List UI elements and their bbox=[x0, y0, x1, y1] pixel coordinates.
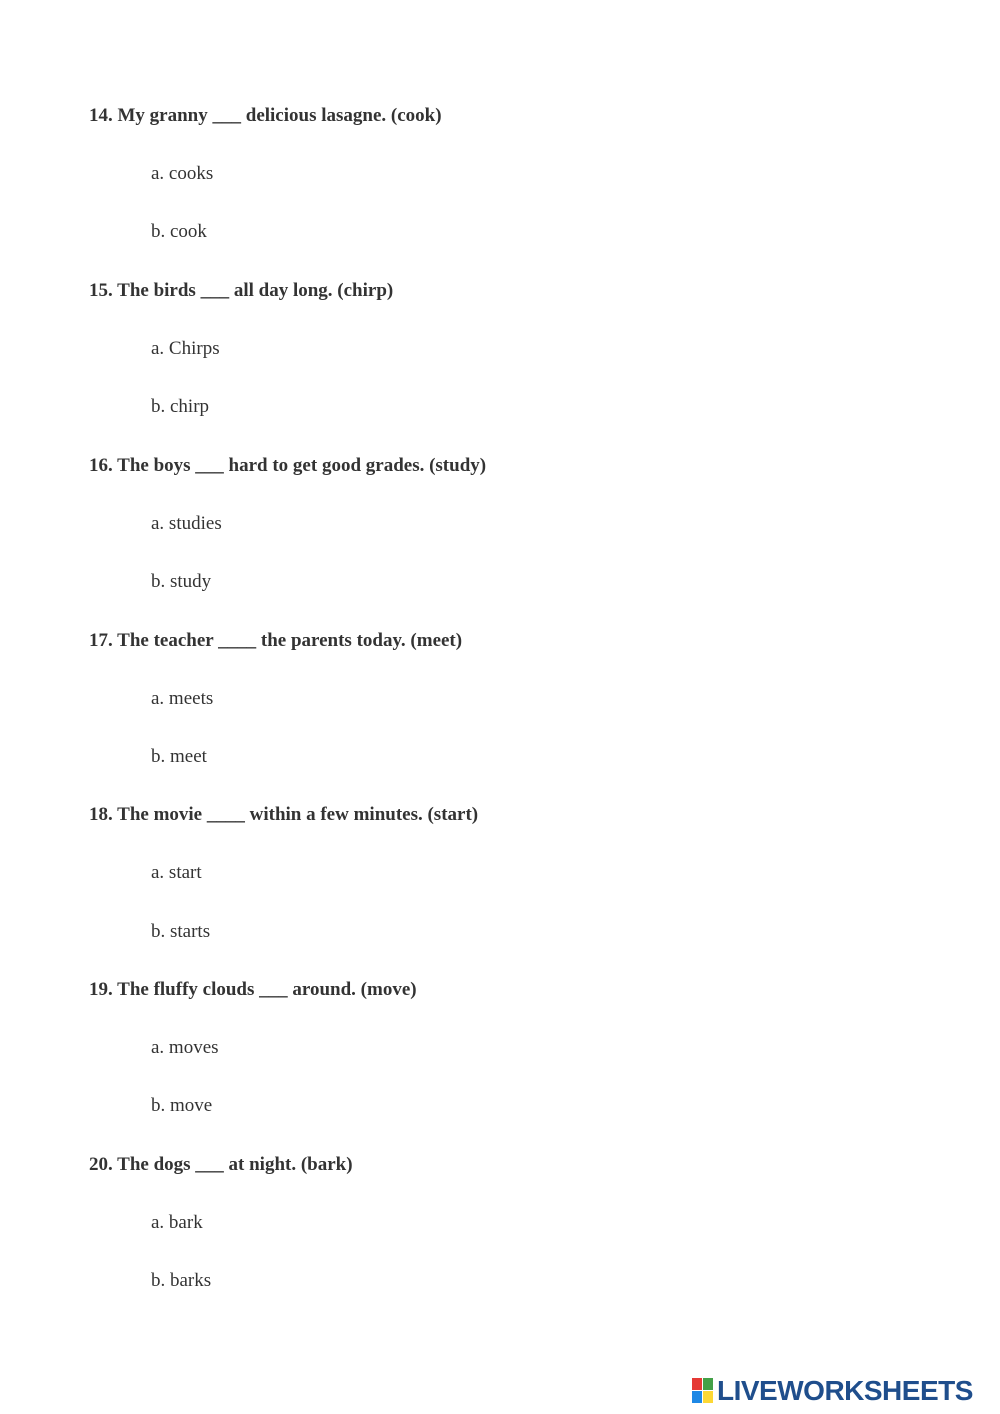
question-16: 16. The boys ___ hard to get good grades. (study) bbox=[89, 455, 487, 476]
question-17-option-b[interactable]: b. meet bbox=[151, 746, 207, 767]
question-14-option-b[interactable]: b. cook bbox=[151, 221, 207, 242]
question-16-option-a[interactable]: a. studies bbox=[151, 513, 222, 534]
liveworksheets-logo-icon bbox=[692, 1378, 714, 1404]
question-20: 20. The dogs ___ at night. (bark) bbox=[89, 1154, 353, 1175]
question-16-option-b[interactable]: b. study bbox=[151, 571, 212, 592]
question-20-option-a[interactable]: a. bark bbox=[151, 1212, 203, 1233]
question-19-option-a[interactable]: a. moves bbox=[151, 1037, 219, 1058]
liveworksheets-brand bbox=[692, 1374, 973, 1408]
question-15: 15. The birds ___ all day long. (chirp) bbox=[89, 280, 394, 301]
question-20-option-b[interactable]: b. barks bbox=[151, 1270, 212, 1291]
logo-square-green bbox=[703, 1378, 713, 1390]
question-17: 17. The teacher ____ the parents today. (meet) bbox=[89, 630, 463, 651]
question-19-option-b[interactable]: b. move bbox=[151, 1095, 213, 1116]
logo-square-red bbox=[692, 1378, 702, 1390]
question-19: 19. The fluffy clouds ___ around. (move) bbox=[89, 979, 417, 1000]
question-18: 18. The movie ____ within a few minutes. (start) bbox=[89, 804, 479, 825]
logo-square-yellow bbox=[703, 1391, 713, 1403]
question-14: 14. My granny ___ delicious lasagne. (cook) bbox=[89, 105, 442, 126]
question-17-option-a[interactable]: a. meets bbox=[151, 688, 214, 709]
question-15-option-a[interactable]: a. Chirps bbox=[151, 338, 220, 359]
question-18-option-a[interactable]: a. start bbox=[151, 862, 202, 883]
question-15-option-b[interactable]: b. chirp bbox=[151, 396, 210, 417]
question-18-option-b[interactable]: b. starts bbox=[151, 921, 211, 942]
brand-wordmark: LIVEWORKSHEETS bbox=[717, 1375, 973, 1406]
question-14-option-a[interactable]: a. cooks bbox=[151, 163, 214, 184]
logo-square-blue bbox=[692, 1391, 702, 1403]
